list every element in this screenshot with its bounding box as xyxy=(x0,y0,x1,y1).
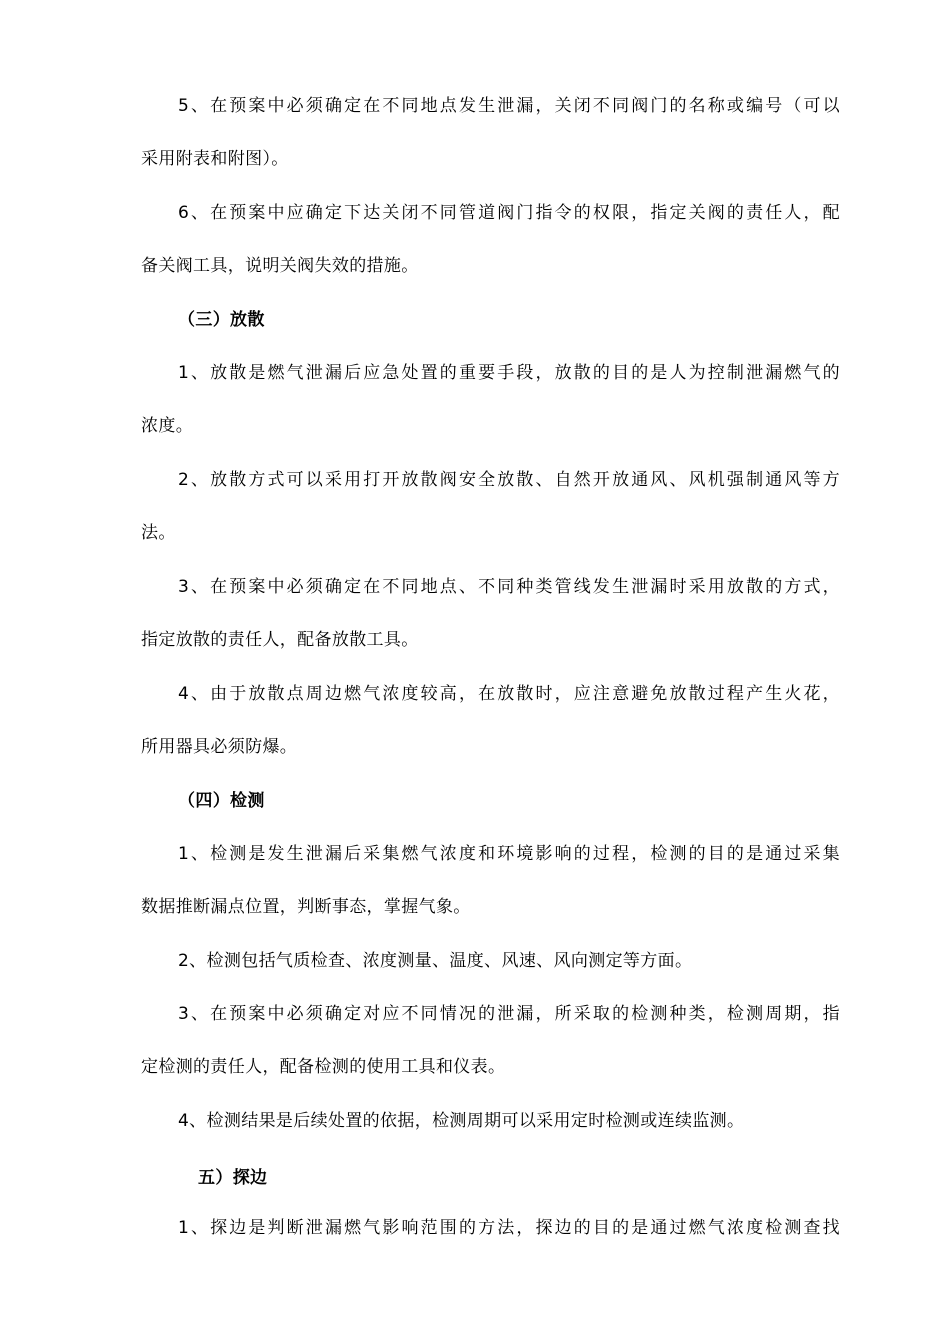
venting-paragraph-2-line-1: 2、放散方式可以采用打开放散阀安全放散、自然开放通风、风机强制通风等方 xyxy=(178,470,840,490)
section-heading-detection: （四）检测 xyxy=(178,791,265,811)
detection-paragraph-3-line-1: 3、在预案中必须确定对应不同情况的泄漏，所采取的检测种类，检测周期，指 xyxy=(178,1004,840,1024)
boundary-paragraph-1-line-1: 1、探边是判断泄漏燃气影响范围的方法，探边的目的是通过燃气浓度检测查找 xyxy=(178,1218,840,1238)
venting-paragraph-4-line-2: 所用器具必须防爆。 xyxy=(141,737,298,757)
section-heading-boundary: 五）探边 xyxy=(198,1168,268,1188)
venting-paragraph-1-line-1: 1、放散是燃气泄漏后应急处置的重要手段，放散的目的是人为控制泄漏燃气的 xyxy=(178,363,840,383)
paragraph-6-line-1: 6、在预案中应确定下达关闭不同管道阀门指令的权限，指定关阀的责任人，配 xyxy=(178,203,840,223)
paragraph-6-line-2: 备关阀工具，说明关阀失效的措施。 xyxy=(141,256,419,276)
paragraph-5-line-1: 5、在预案中必须确定在不同地点发生泄漏，关闭不同阀门的名称或编号（可以 xyxy=(178,96,840,116)
venting-paragraph-1-line-2: 浓度。 xyxy=(141,416,194,436)
venting-paragraph-2-line-2: 法。 xyxy=(141,523,176,543)
detection-paragraph-3-line-2: 定检测的责任人，配备检测的使用工具和仪表。 xyxy=(141,1057,506,1077)
venting-paragraph-4-line-1: 4、由于放散点周边燃气浓度较高，在放散时，应注意避免放散过程产生火花， xyxy=(178,684,840,704)
detection-paragraph-1-line-1: 1、检测是发生泄漏后采集燃气浓度和环境影响的过程，检测的目的是通过采集 xyxy=(178,844,840,864)
venting-paragraph-3-line-2: 指定放散的责任人，配备放散工具。 xyxy=(141,630,419,650)
detection-paragraph-1-line-2: 数据推断漏点位置，判断事态，掌握气象。 xyxy=(141,897,471,917)
detection-paragraph-4: 4、检测结果是后续处置的依据，检测周期可以采用定时检测或连续监测。 xyxy=(178,1111,745,1131)
paragraph-5-line-2: 采用附表和附图）。 xyxy=(141,149,289,169)
detection-paragraph-2: 2、检测包括气质检查、浓度测量、温度、风速、风向测定等方面。 xyxy=(178,951,693,971)
venting-paragraph-3-line-1: 3、在预案中必须确定在不同地点、不同种类管线发生泄漏时采用放散的方式， xyxy=(178,577,840,597)
section-heading-venting: （三）放散 xyxy=(178,310,265,330)
